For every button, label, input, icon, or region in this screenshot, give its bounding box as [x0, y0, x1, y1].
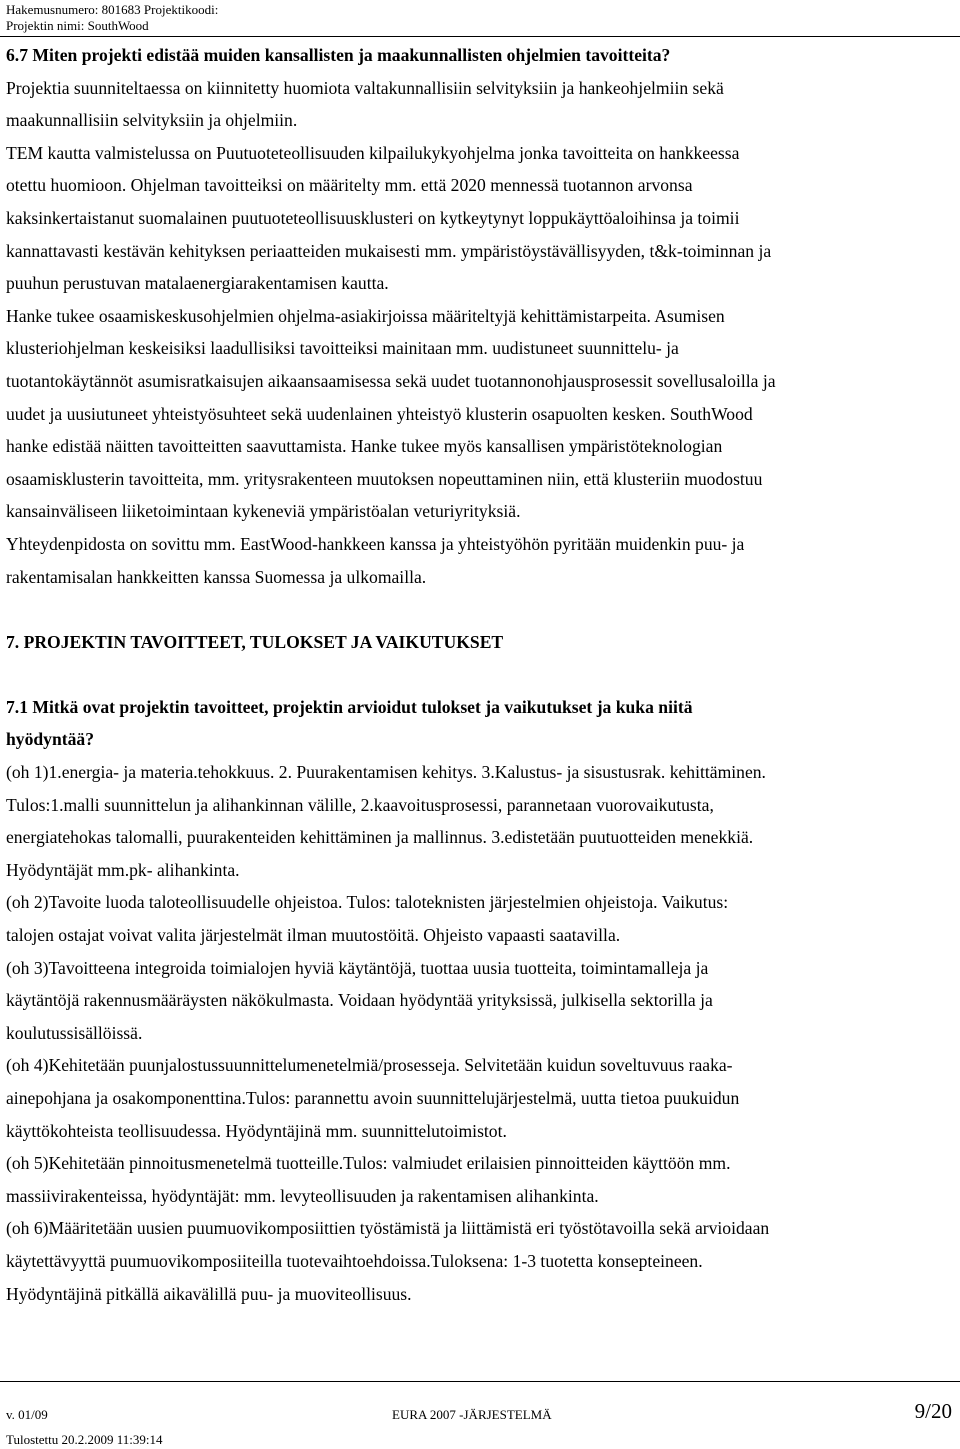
text-line: osaamisklusterin tavoitteita, mm. yritysrakenteen muutoksen nopeuttaminen niin, että klusteriin muodostuu [6, 468, 763, 489]
section-6-7-text [6, 72, 956, 594]
text-line: Hyödyntäjinä pitkällä aikavälillä puu- ja muoviteollisuus. [6, 1283, 412, 1304]
text-line: massiivirakenteissa, hyödyntäjät: mm. levyteollisuuden ja rakentamisen alihankinta. [6, 1185, 599, 1206]
text-line: koulutussisällöissä. [6, 1022, 143, 1043]
text-line: tuotantokäytännöt asumisratkaisujen aikaansaamisessa sekä uudet tuotannonohjausprosessit sovellusaloilla ja [6, 370, 776, 391]
text-line: (oh 5)Kehitetään pinnoitusmenetelmä tuotteille.Tulos: valmiudet erilaisien pinnoitteiden käyttöön mm. [6, 1153, 731, 1174]
text-line: otettu huomioon. Ohjelman tavoitteiksi on määritelty mm. että 2020 mennessä tuotannon arvonsa [6, 175, 693, 196]
text-line: (oh 6)Määritetään uusien puumuovikomposiittien työstämistä ja liittämistä eri työstötavoilla sekä arvioidaan [6, 1218, 770, 1239]
header-divider [0, 36, 960, 37]
section-7-1-text [6, 756, 956, 1310]
text-line: käytäntöjä rakennusmääräysten näkökulmasta. Voidaan hyödyntää yrityksissä, julkisella sektorilla ja [6, 990, 713, 1011]
text-line: maakunnallisiin selvityksiin ja ohjelmiin. [6, 110, 298, 131]
system-name: EURA 2007 -JÄRJESTELMÄ [392, 1407, 552, 1422]
section-6-7-heading: 6.7 Miten projekti edistää muiden kansallisten ja maakunnallisten ohjelmien tavoitteita? [6, 45, 671, 65]
section-7-heading: 7. PROJEKTIN TAVOITTEET, TULOKSET JA VAIKUTUKSET [6, 631, 504, 652]
form-version: v. 01/09 [6, 1407, 48, 1422]
document-body [6, 39, 956, 1310]
text-line: (oh 2)Tavoite luoda taloteollisuudelle ohjeistoa. Tulos: taloteknisten järjestelmien ohjeistoja. Vaikutus: [6, 892, 729, 913]
text-line: puuhun perustuvan matalaenergiarakentamisen kautta. [6, 273, 389, 294]
text-line: energiatehokas talomalli, puurakenteiden kehittäminen ja mallinnus. 3.edistetään puutuotteiden menekkiä. [6, 827, 754, 848]
text-line: Projektia suunniteltaessa on kiinnitetty huomiota valtakunnallisiin selvityksiin ja hankeohjelmiin sekä [6, 77, 724, 98]
text-line: Hanke tukee osaamiskeskusohjelmien ohjelma-asiakirjoissa määriteltyjä kehittämistarpeita. Asumisen [6, 305, 725, 326]
text-line: (oh 3)Tavoitteena integroida toimialojen hyviä käytäntöjä, tuottaa uusia tuotteita, toimintamalleja ja [6, 957, 709, 978]
text-line: käyttökohteista teollisuudessa. Hyödyntäjinä mm. suunnittelutoimistot. [6, 1120, 507, 1141]
page-number: 9/20 [914, 1399, 952, 1423]
application-number: Hakemusnumero: 801683 Projektikoodi: [6, 2, 219, 17]
text-line: (oh 4)Kehitetään puunjalostussuunnittelumenetelmiä/prosesseja. Selvitetään kuidun soveltuvuus raaka- [6, 1055, 733, 1076]
text-line: Yhteydenpidosta on sovittu mm. EastWood-hankkeen kanssa ja yhteistyöhön pyritään muidenkin puu- ja [6, 533, 745, 554]
text-line: klusteriohjelman keskeisiksi laadullisiksi tavoitteiksi mainitaan mm. uudistuneet suunnittelu- ja [6, 338, 679, 359]
text-line: TEM kautta valmistelussa on Puutuoteteollisuuden kilpailukykyohjelma jonka tavoitteita on hankkeessa [6, 142, 740, 163]
text-line: (oh 1)1.energia- ja materia.tehokkuus. 2. Puurakentamisen kehitys. 3.Kalustus- ja sisustusrak. kehittäminen. [6, 762, 766, 783]
text-line: Hyödyntäjät mm.pk- alihankinta. [6, 859, 240, 880]
text-line: talojen ostajat voivat valita järjestelmät ilman muutostöitä. Ohjeisto vapaasti saatavilla. [6, 925, 621, 946]
text-line: kannattavasti kestävän kehityksen periaatteiden mukaisesti mm. ympäristöystävällisyyden, t&k-toiminnan ja [6, 240, 772, 261]
project-name: Projektin nimi: SouthWood [6, 17, 149, 33]
section-7-1-heading: 7.1 Mitkä ovat projektin tavoitteet, projektin arvioidut tulokset ja vaikutukset ja kuka niitä [6, 696, 693, 717]
footer-divider [0, 1381, 960, 1382]
text-line: rakentamisalan hankkeitten kanssa Suomessa ja ulkomailla. [6, 566, 427, 587]
print-timestamp: Tulostettu 20.2.2009 11:39:14 [6, 1432, 163, 1447]
text-line: uudet ja uusiutuneet yhteistyösuhteet sekä uudenlainen yhteistyö klusterin osapuolten kesken. SouthWood [6, 403, 753, 424]
page-header [6, 2, 218, 33]
text-line: kansainväliseen liiketoimintaan kykeneviä ympäristöalan veturiyrityksiä. [6, 501, 521, 522]
section-7-1-heading-cont: hyödyntää? [6, 729, 94, 750]
text-line: Tulos:1.malli suunnittelun ja alihankinnan välille, 2.kaavoitusprosessi, parannetaan vuorovaikutusta, [6, 794, 714, 815]
text-line: ainepohjana ja osakomponenttina.Tulos: parannettu avoin suunnittelujärjestelmä, uutta tietoa puukuidun [6, 1088, 740, 1108]
page-footer [6, 1395, 954, 1445]
text-line: kaksinkertaistanut suomalainen puutuoteteollisuusklusteri on kytkeytynyt loppukäyttöaloihinsa ja toimii [6, 207, 740, 228]
text-line: käytettävyyttä puumuovikomposiiteilla tuotevaihtoehdoissa.Tuloksena: 1-3 tuotetta konsepteineen. [6, 1250, 703, 1271]
text-line: hanke edistää näitten tavoitteitten saavuttamista. Hanke tukee myös kansallisen ympäristöteknologian [6, 436, 723, 457]
